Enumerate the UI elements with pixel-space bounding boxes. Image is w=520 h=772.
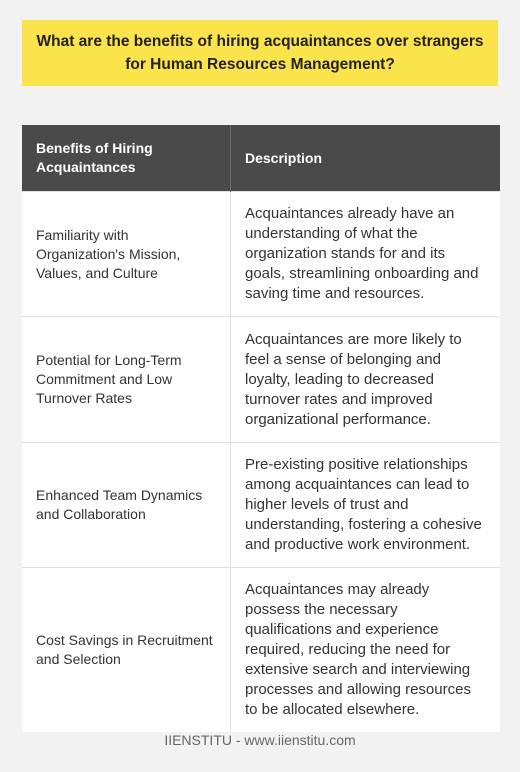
description-cell: Acquaintances may already possess the necessary qualifications and experience required, reducing the need for extensive search and interviewing processes and allowing resources to be allocated elsewhere.: [231, 568, 501, 733]
column-header-benefit: Benefits of Hiring Acquaintances: [22, 125, 231, 192]
description-cell: Pre-existing positive relationships among acquaintances can lead to higher levels of trust and understanding, fostering a cohesive and productive work environment.: [231, 443, 501, 568]
table-row: [22, 317, 500, 443]
page-title: What are the benefits of hiring acquaintances over strangers for Human Resources Management?: [36, 33, 484, 73]
benefit-cell: Potential for Long-Term Commitment and Low Turnover Rates: [22, 317, 231, 443]
table-row: [22, 192, 500, 317]
table-row: [22, 568, 500, 733]
description-cell: Acquaintances already have an understanding of what the organization stands for and its goals, streamlining onboarding and saving time and resources.: [231, 192, 501, 317]
title-banner: [22, 20, 498, 86]
description-cell: Acquaintances are more likely to feel a sense of belonging and loyalty, leading to decreased turnover rates and improved organizational performance.: [231, 317, 501, 443]
benefit-cell: Cost Savings in Recruitment and Selection: [22, 568, 231, 733]
benefits-table: [22, 125, 500, 732]
footer-credit: IIENSTITU - www.iienstitu.com: [164, 732, 356, 748]
benefit-cell: Familiarity with Organization's Mission, Values, and Culture: [22, 192, 231, 317]
table-header-row: [22, 125, 500, 192]
benefit-cell: Enhanced Team Dynamics and Collaboration: [22, 443, 231, 568]
table-row: [22, 443, 500, 568]
column-header-description: Description: [231, 125, 501, 192]
